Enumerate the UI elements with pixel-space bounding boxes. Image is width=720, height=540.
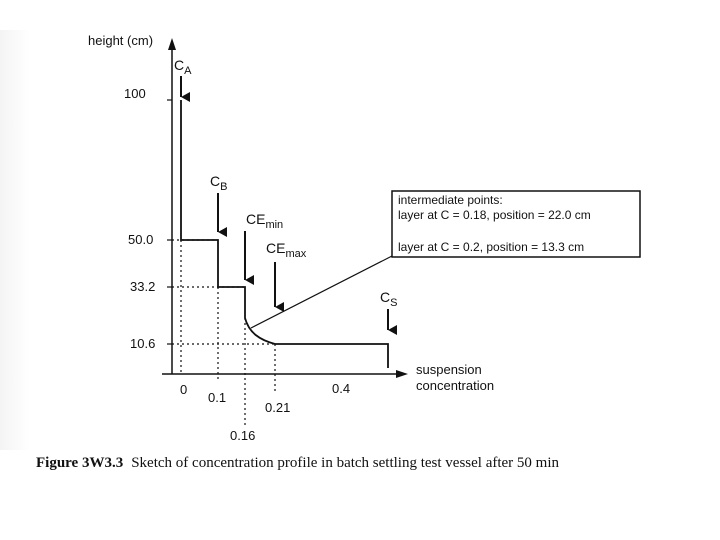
y-tick-label-33: 33.2: [130, 279, 156, 294]
label-CEmax: $CE_{max}$: [266, 240, 307, 260]
label-CB: $C_B$: [210, 173, 228, 193]
x-tick-label-0.4: 0.4: [332, 381, 351, 396]
x-tick-label-0.1: 0.1: [208, 390, 227, 405]
figure-caption: [36, 455, 559, 472]
intermediate-points-note: [392, 191, 640, 257]
note-line1: intermediate points:: [398, 193, 503, 207]
caption-label: Figure 3W3.3: [36, 455, 124, 471]
axes: [162, 38, 408, 378]
x-axis-arrowhead: [396, 370, 408, 378]
y-axis-arrowhead: [168, 38, 176, 50]
y-axis-label: height (cm): [88, 33, 154, 48]
y-tick-label-50: 50.0: [128, 232, 154, 247]
y-tick-label-100: 100: [124, 86, 146, 101]
caption-text: Sketch of concentration profile in batch settling test vessel after 50 min: [131, 455, 560, 471]
label-CEmin: $CE_{min}$: [246, 211, 284, 231]
region-arrows: [181, 76, 388, 330]
x-tick-label-0.21: 0.21: [265, 400, 291, 415]
x-tick-label-0.16: 0.16: [230, 428, 256, 443]
note-line2: layer at C = 0.18, position = 22.0 cm: [398, 208, 591, 222]
y-tick-label-10: 10.6: [130, 336, 156, 351]
label-CS: $C_S$: [380, 289, 398, 309]
note-line3: layer at C = 0.2, position = 13.3 cm: [398, 240, 585, 254]
label-CA: $C_A$: [174, 57, 192, 77]
x-axis-label-line2: concentration: [416, 378, 495, 393]
concentration-profile-line: [181, 100, 388, 368]
x-axis-label-line1: suspension: [416, 362, 482, 377]
note-leader-line: [251, 256, 392, 328]
x-tick-label-0: 0: [180, 382, 188, 397]
